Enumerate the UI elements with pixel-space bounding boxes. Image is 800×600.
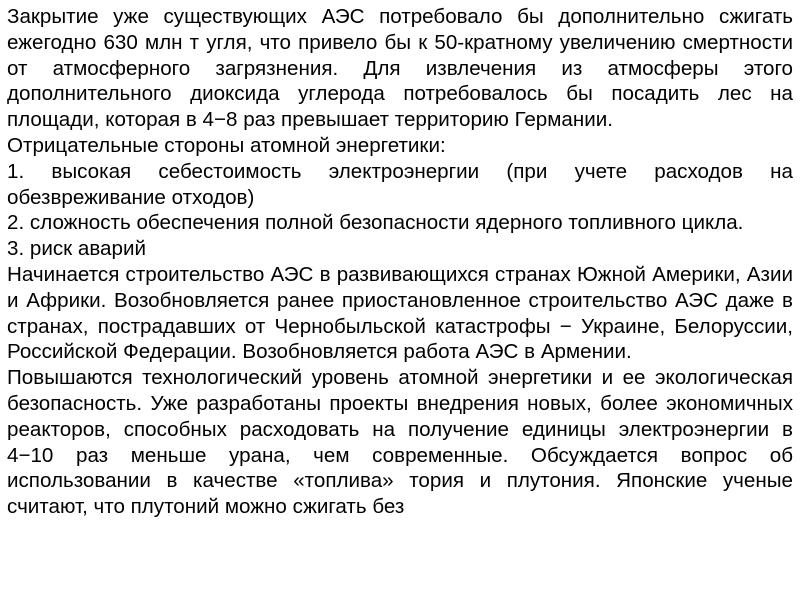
paragraph-closing-npp: Закрытие уже существующих АЭС потребовало бы дополнительно сжигать ежегодно 630 млн т угля, что привело бы к 50-кратному увеличению смертности от атмосферного загрязнения. Для извлечения из атмосферы этого дополнительного диоксида углерода потребовалось бы посадить лес на площади, которая в 4−8 раз превышает территорию Германии. [7, 5, 793, 132]
list-item-accident-risk: 3. риск аварий [7, 237, 146, 261]
paragraph-construction-developing: Начинается строительство АЭС в развивающихся странах Южной Америки, Азии и Африки. Возобновляется ранее приостановленное строительство АЭС даже в странах, пострадавших от Чернобыльской катастрофы − Украине, Белоруссии, Российской Федерации. Возобновляется работа АЭС в Армении. [7, 262, 793, 364]
list-item-safety-complexity: 2. сложность обеспечения полной безопасности ядерного топливного цикла. [7, 211, 744, 235]
list-item-high-cost: 1. высокая себестоимость электроэнергии (при учете расходов на обезвреживание отходов) [7, 159, 793, 209]
paragraph-negative-sides-heading: Отрицательные стороны атомной энергетики: [7, 133, 446, 157]
paragraph-technology-level: Повышаются технологический уровень атомной энергетики и ее экологическая безопасность. Уже разработаны проекты внедрения новых, более экономичных реакторов, способных расходовать на получение единицы электроэнергии в 4−10 раз меньше урана, чем современные. Обсуждается вопрос об использовании в качестве «топлива» тория и плутония. Японские ученые считают, что плутоний можно сжигать без [7, 366, 793, 519]
document-page [7, 4, 793, 520]
